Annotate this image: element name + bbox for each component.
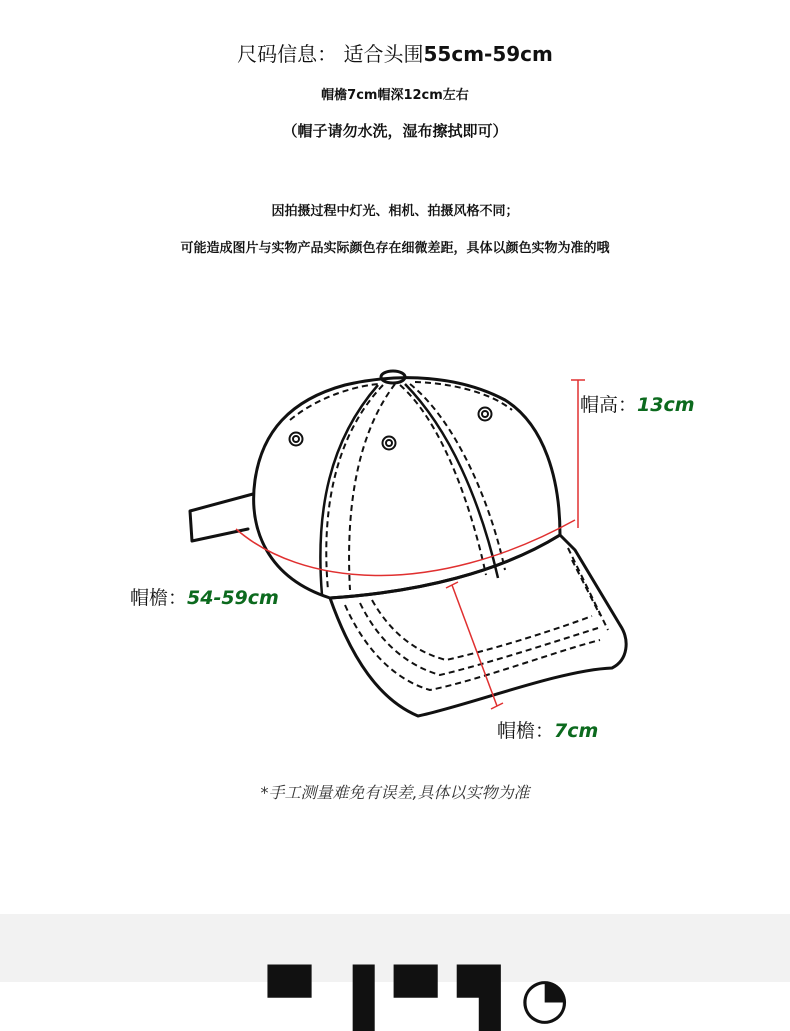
- cap-height-label: [580, 390, 695, 417]
- title-value: 55cm-59cm: [423, 42, 553, 66]
- cap-diagram: [0, 300, 790, 760]
- brim-circumference-caption: 帽檐：: [130, 587, 188, 609]
- disclaimer-line-1: 因拍摄过程中灯光、相机、拍摄风格不同；: [271, 204, 519, 219]
- size-info-title: [0, 38, 790, 67]
- bottom-heading-glyphs: ▀▐▀▜◔: [268, 966, 590, 1031]
- care-instruction: （帽子请勿水洗，湿布擦拭即可）: [282, 122, 508, 140]
- brim-depth-text: 帽檐7cm帽深12cm左右: [321, 88, 469, 103]
- brim-length-caption: 帽檐：: [497, 720, 555, 742]
- cap-height-caption: 帽高：: [580, 394, 638, 416]
- cap-strap: [190, 494, 253, 541]
- measurement-note: *手工测量难免有误差,具体以实物为准: [260, 783, 530, 802]
- brim-measure-line: [452, 585, 497, 706]
- title-prefix: 尺码信息： 适合头围: [237, 42, 424, 66]
- cap-brim: [330, 535, 626, 716]
- circumference-measure-line: [236, 520, 575, 576]
- disclaimer-line-2: 可能造成图片与实物产品实际颜色存在细微差距，具体以颜色实物为准的哦: [180, 241, 610, 256]
- cap-height-value: 13cm: [637, 394, 695, 416]
- brim-length-label: [497, 716, 598, 743]
- brim-length-value: 7cm: [554, 720, 599, 742]
- bottom-section-band: [0, 914, 790, 1031]
- cap-crown: [254, 378, 560, 598]
- brim-circumference-label: [130, 583, 279, 610]
- brim-circumference-value: 54-59cm: [187, 587, 279, 609]
